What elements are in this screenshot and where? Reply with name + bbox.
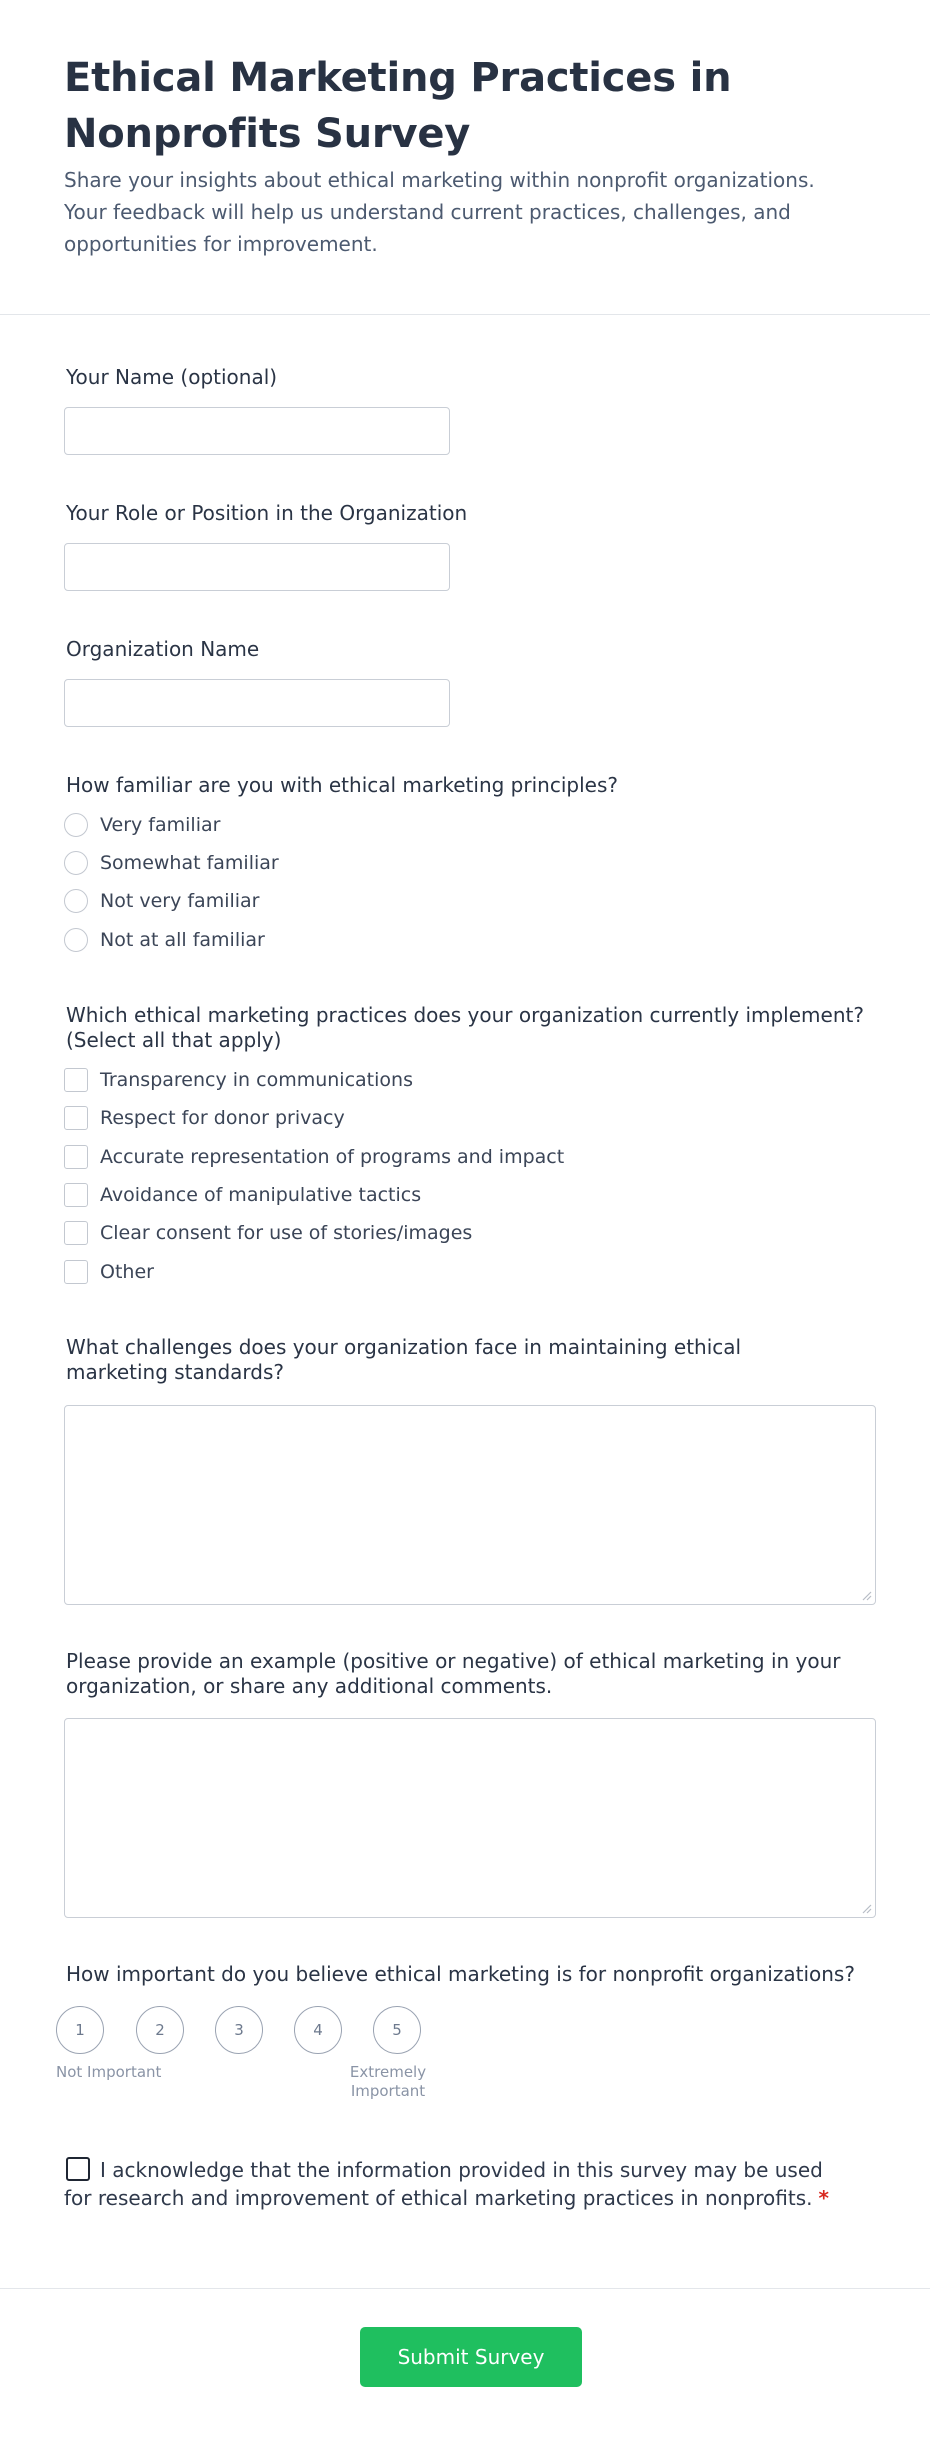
- option-label: Transparency in communications: [100, 1069, 413, 1091]
- radio-button[interactable]: [64, 813, 88, 837]
- scale-option-2[interactable]: 2: [136, 2006, 184, 2054]
- example-question: Please provide an example (positive or negative) of ethical marketing in your organization, or share any additional comments.: [66, 1649, 841, 1698]
- resize-handle-icon[interactable]: [860, 1902, 872, 1914]
- acknowledgement-checkbox[interactable]: [66, 2157, 90, 2181]
- familiarity-option[interactable]: [64, 811, 220, 839]
- acknowledgement: [64, 2156, 844, 2212]
- role-input[interactable]: [64, 543, 450, 591]
- scale-option-4[interactable]: 4: [294, 2006, 342, 2054]
- challenges-question: What challenges does your organization face in maintaining ethical marketing standards?: [66, 1335, 742, 1384]
- option-label: Accurate representation of programs and impact: [100, 1146, 565, 1168]
- practice-option[interactable]: [64, 1258, 154, 1286]
- required-marker: *: [818, 2186, 829, 2210]
- checkbox[interactable]: [64, 1221, 88, 1245]
- checkbox[interactable]: [64, 1183, 88, 1207]
- practice-option[interactable]: [64, 1066, 413, 1094]
- scale-option-5[interactable]: 5: [373, 2006, 421, 2054]
- radio-button[interactable]: [64, 889, 88, 913]
- acknowledgement-text: I acknowledge that the information provided in this survey may be used for research and improvement of ethical marketing practices in nonprofits.: [64, 2158, 823, 2210]
- role-label: Your Role or Position in the Organization: [66, 501, 468, 525]
- radio-button[interactable]: [64, 928, 88, 952]
- survey-header: [0, 0, 930, 315]
- checkbox[interactable]: [64, 1106, 88, 1130]
- scale-option-1[interactable]: 1: [56, 2006, 104, 2054]
- checkbox[interactable]: [64, 1260, 88, 1284]
- option-label: Clear consent for use of stories/images: [100, 1222, 473, 1244]
- option-label: Not very familiar: [100, 890, 260, 912]
- practices-question: Which ethical marketing practices does your organization currently implement? (Select all that apply): [66, 1003, 864, 1052]
- checkbox[interactable]: [64, 1068, 88, 1092]
- option-label: Somewhat familiar: [100, 852, 279, 874]
- form-footer: [0, 2288, 930, 2437]
- practice-option[interactable]: [64, 1104, 345, 1132]
- scale-low-label: Not Important: [56, 2063, 162, 2081]
- organization-input[interactable]: [64, 679, 450, 727]
- name-input[interactable]: [64, 407, 450, 455]
- checkbox[interactable]: [64, 1145, 88, 1169]
- name-label: Your Name (optional): [66, 365, 278, 389]
- radio-button[interactable]: [64, 851, 88, 875]
- scale-high-label: Extremely Important: [349, 2063, 427, 2100]
- organization-label: Organization Name: [66, 637, 260, 661]
- option-label: Other: [100, 1261, 154, 1283]
- familiarity-option[interactable]: [64, 926, 265, 954]
- familiarity-option[interactable]: [64, 849, 279, 877]
- option-label: Not at all familiar: [100, 929, 265, 951]
- practice-option[interactable]: [64, 1219, 472, 1247]
- practice-option[interactable]: [64, 1181, 421, 1209]
- page-title: Ethical Marketing Practices in Nonprofits Survey: [64, 55, 732, 157]
- option-label: Avoidance of manipulative tactics: [100, 1184, 422, 1206]
- option-label: Respect for donor privacy: [100, 1107, 345, 1129]
- example-textarea[interactable]: [64, 1718, 876, 1918]
- resize-handle-icon[interactable]: [860, 1589, 872, 1601]
- familiarity-question: How familiar are you with ethical marketing principles?: [66, 773, 618, 797]
- challenges-textarea[interactable]: [64, 1405, 876, 1605]
- page-description: Share your insights about ethical marketing within nonprofit organizations. Your feedback will help us understand current practices, challenges, and opportunities for improvement.: [64, 168, 815, 256]
- scale-option-3[interactable]: 3: [215, 2006, 263, 2054]
- practice-option[interactable]: [64, 1143, 564, 1171]
- familiarity-option[interactable]: [64, 887, 260, 915]
- submit-button[interactable]: Submit Survey: [360, 2327, 582, 2387]
- option-label: Very familiar: [100, 814, 221, 836]
- importance-question: How important do you believe ethical marketing is for nonprofit organizations?: [66, 1962, 855, 1986]
